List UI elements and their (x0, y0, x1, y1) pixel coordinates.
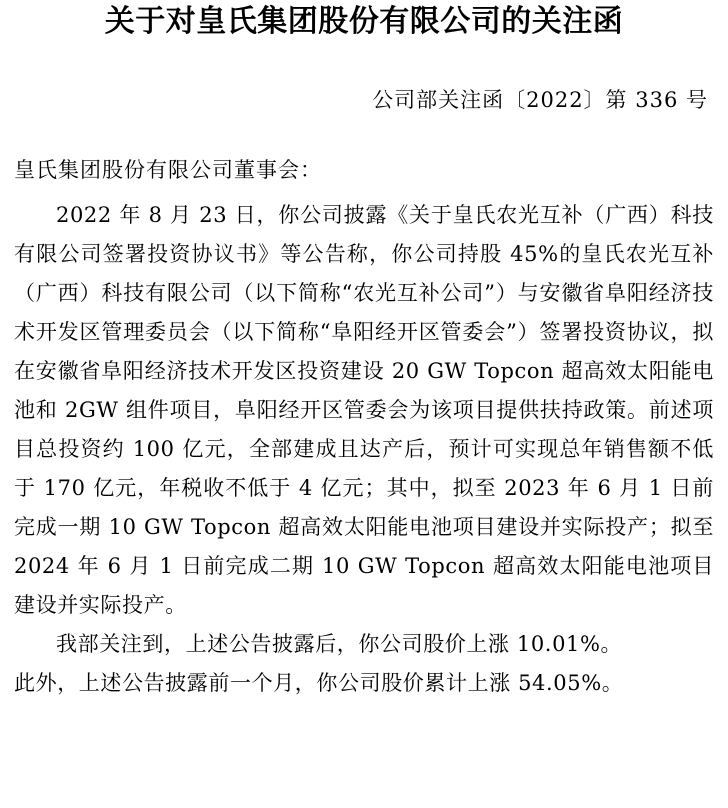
body-paragraph: 2022 年 8 月 23 日，你公司披露《关于皇氏农光互补（广西）科技有限公司签署投资协议书》等公告称，你公司持股 45%的皇氏农光互补（广西）科技有限公司（以下简称“农光互补公司”）与安徽省阜阳经济技术开发区管理委员会（以下简称“阜阳经开区管委会”）签署投资协议，拟在安徽省阜阳经济技术开发区投资建设 20 GW Topcon 超高效太阳能电池和 2GW 组件项目，阜阳经开区管委会为该项目提供扶持政策。前述项目总投资约 100 亿元，全部建成且达产后，预计可实现总年销售额不低于 170 亿元，年税收不低于 4 亿元；其中，拟至 2023 年 6 月 1 日前完成一期 10 GW Topcon 超高效太阳能电池项目建设并实际投产；拟至 2024 年 6 月 1 日前完成二期 10 GW Topcon 超高效太阳能电池项目建设并实际投产。 (14, 203, 714, 617)
document-body (14, 196, 714, 703)
body-paragraph: 我部关注到，上述公告披露后，你公司股价上涨 10.01%。 (56, 632, 623, 656)
document-title: 关于对皇氏集团股份有限公司的关注函 (104, 4, 624, 39)
body-paragraph: 此外，上述公告披露前一个月，你公司股价累计上涨 54.05%。 (14, 671, 624, 695)
document-number: 公司部关注函〔2022〕第 336 号 (372, 88, 708, 112)
addressee: 皇氏集团股份有限公司董事会： (14, 158, 322, 182)
